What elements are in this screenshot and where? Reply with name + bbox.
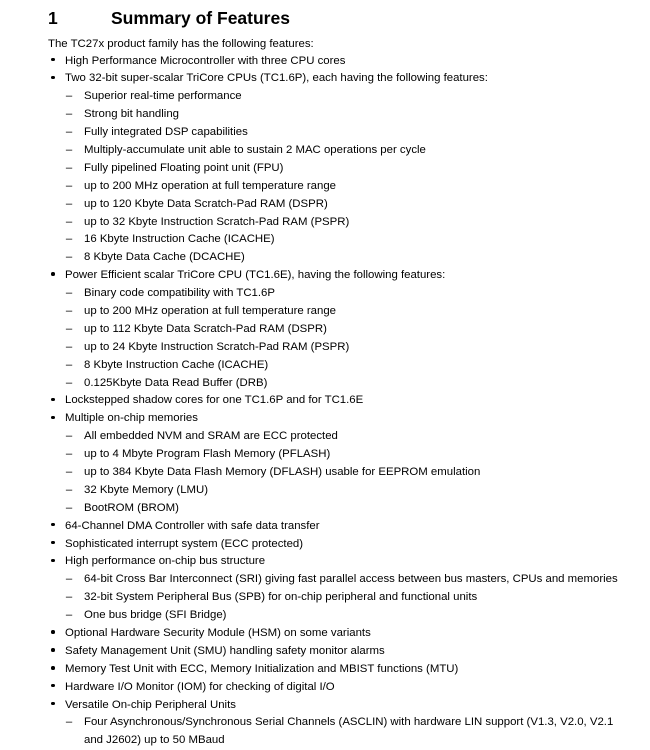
section-heading xyxy=(48,8,290,34)
dash-marker: – xyxy=(65,90,73,103)
dash-marker: – xyxy=(65,340,73,353)
item-text: up to 4 Mbyte Program Flash Memory (PFLASH) xyxy=(84,448,331,461)
item-text: 8 Kbyte Data Cache (DCACHE) xyxy=(84,251,245,264)
item-text: up to 32 Kbyte Instruction Scratch-Pad RAM (PSPR) xyxy=(84,215,350,228)
dash-marker: – xyxy=(65,197,73,210)
dash-marker: – xyxy=(65,716,73,729)
section-title: Summary of Features xyxy=(111,8,290,28)
item-text: Fully pipelined Floating point unit (FPU) xyxy=(84,161,284,174)
section-number: 1 xyxy=(48,8,58,28)
item-text: Two 32-bit super-scalar TriCore CPUs (TC1.6P), each having the following features: xyxy=(65,72,488,85)
item-text: Strong bit handling xyxy=(84,108,179,121)
dash-marker: – xyxy=(65,126,73,139)
item-text: up to 112 Kbyte Data Scratch-Pad RAM (DSPR) xyxy=(84,322,327,335)
dash-marker: – xyxy=(65,430,73,443)
bullet-marker xyxy=(48,392,58,410)
item-text: up to 24 Kbyte Instruction Scratch-Pad RAM (PSPR) xyxy=(84,340,350,353)
item-text: All embedded NVM and SRAM are ECC protected xyxy=(84,430,338,443)
item-text: Multiple on-chip memories xyxy=(65,412,198,425)
bullet-marker xyxy=(48,410,58,428)
dash-marker: – xyxy=(65,483,73,496)
dash-marker: – xyxy=(65,215,73,228)
bullet-marker xyxy=(48,553,58,571)
dash-marker: – xyxy=(65,358,73,371)
item-text: up to 200 MHz operation at full temperature range xyxy=(84,179,337,192)
dash-marker: – xyxy=(65,376,73,389)
dash-marker: – xyxy=(65,322,73,335)
bullet-marker xyxy=(48,643,58,661)
bullet-marker xyxy=(48,53,58,71)
item-text: 64-Channel DMA Controller with safe data transfer xyxy=(65,519,320,532)
dash-marker: – xyxy=(65,179,73,192)
item-text: Hardware I/O Monitor (IOM) for checking of digital I/O xyxy=(65,680,335,693)
item-text: Versatile On-chip Peripheral Units xyxy=(65,698,236,711)
item-text: Binary code compatibility with TC1.6P xyxy=(84,287,275,300)
dash-marker: – xyxy=(65,304,73,317)
item-text: BootROM (BROM) xyxy=(84,501,179,514)
item-text: 32-bit System Peripheral Bus (SPB) for on-chip peripheral and functional units xyxy=(84,591,478,604)
intro-paragraph: The TC27x product family has the following features: xyxy=(48,38,314,50)
item-text: Lockstepped shadow cores for one TC1.6P and for TC1.6E xyxy=(65,394,364,407)
dash-marker: – xyxy=(65,448,73,461)
item-text: High Performance Microcontroller with three CPU cores xyxy=(65,54,346,67)
item-text: Safety Management Unit (SMU) handling safety monitor alarms xyxy=(65,644,385,657)
dash-marker: – xyxy=(65,465,73,478)
item-text: Four Asynchronous/Synchronous Serial Channels (ASCLIN) with hardware LIN support (V1.3, V2.0, V2.1 xyxy=(84,716,614,729)
dash-marker: – xyxy=(65,161,73,174)
dash-marker: – xyxy=(65,287,73,300)
item-text: Optional Hardware Security Module (HSM) on some variants xyxy=(65,627,371,639)
bullet-marker xyxy=(48,625,58,643)
item-text: Multiply-accumulate unit able to sustain 2 MAC operations per cycle xyxy=(84,143,426,156)
bullet-marker xyxy=(48,536,58,554)
item-text: Sophisticated interrupt system (ECC protected) xyxy=(65,537,304,550)
item-text: Fully integrated DSP capabilities xyxy=(84,126,248,139)
dash-marker: – xyxy=(65,233,73,246)
dash-marker: – xyxy=(65,573,73,586)
item-text: Memory Test Unit with ECC, Memory Initialization and MBIST functions (MTU) xyxy=(65,662,459,675)
dash-marker: – xyxy=(65,501,73,514)
dash-marker: – xyxy=(65,609,73,622)
item-text: up to 384 Kbyte Data Flash Memory (DFLASH) usable for EEPROM emulation xyxy=(84,465,481,478)
dash-marker: – xyxy=(65,108,73,121)
item-text: up to 120 Kbyte Data Scratch-Pad RAM (DSPR) xyxy=(84,197,328,210)
dash-marker: – xyxy=(65,251,73,264)
item-text: Power Efficient scalar TriCore CPU (TC1.6E), having the following features: xyxy=(65,269,446,282)
bullet-marker xyxy=(48,267,58,285)
item-text: 64-bit Cross Bar Interconnect (SRI) giving fast parallel access between bus masters, CPUs and memories xyxy=(84,573,618,586)
item-text: Superior real-time performance xyxy=(84,90,242,103)
item-text: High performance on-chip bus structure xyxy=(65,555,266,568)
item-text: One bus bridge (SFI Bridge) xyxy=(84,609,227,622)
bullet-marker xyxy=(48,518,58,536)
bullet-marker xyxy=(48,697,58,715)
item-text: 8 Kbyte Instruction Cache (ICACHE) xyxy=(84,358,269,371)
bullet-marker xyxy=(48,679,58,697)
item-text: and J2602) up to 50 MBaud xyxy=(84,734,225,747)
item-text: up to 200 MHz operation at full temperature range xyxy=(84,304,337,317)
item-text: 32 Kbyte Memory (LMU) xyxy=(84,483,209,496)
dash-marker: – xyxy=(65,591,73,604)
dash-marker: – xyxy=(65,143,73,156)
item-text: 16 Kbyte Instruction Cache (ICACHE) xyxy=(84,233,275,246)
item-text: 0.125Kbyte Data Read Buffer (DRB) xyxy=(84,376,268,389)
bullet-marker xyxy=(48,661,58,679)
bullet-marker xyxy=(48,70,58,88)
